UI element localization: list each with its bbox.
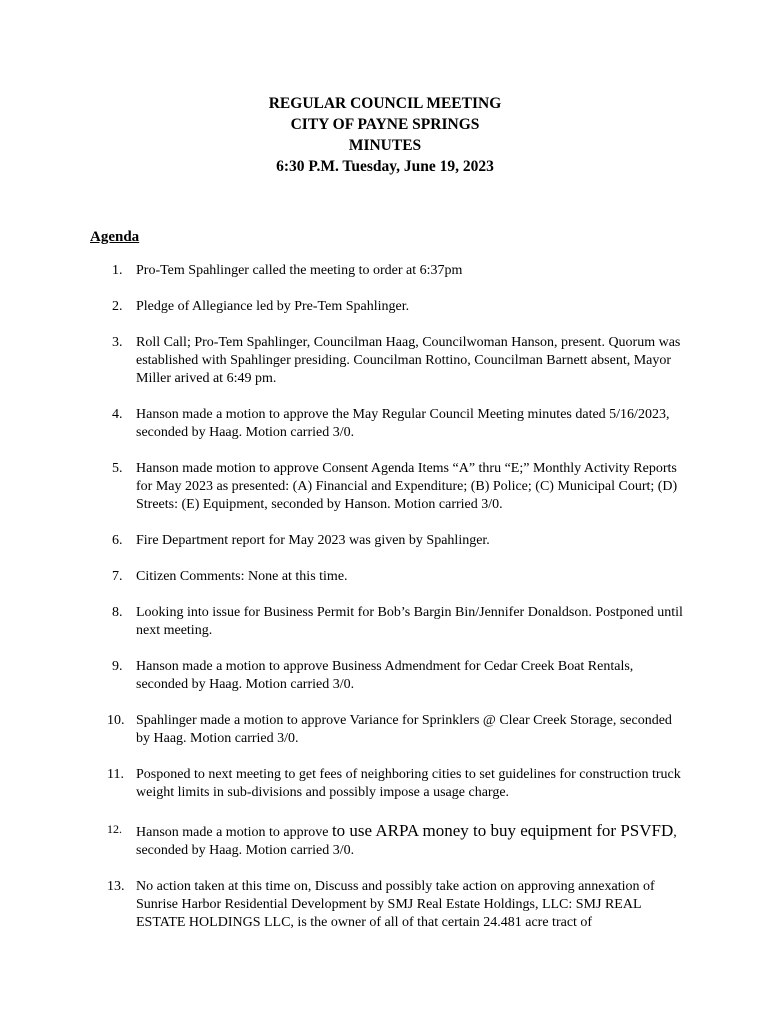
agenda-item-12 bbox=[0, 820, 770, 860]
item-number: 5. bbox=[112, 461, 123, 476]
agenda-item-3 bbox=[0, 334, 770, 388]
item-number: 4. bbox=[112, 407, 123, 422]
item-text: Posponed to next meeting to get fees of neighboring cities to set guidelines for construction truck weight limits in sub-divisions and possibly impose a usage charge. bbox=[136, 767, 681, 800]
document-title-block bbox=[0, 93, 770, 177]
agenda-item-11 bbox=[0, 766, 770, 802]
item-text-part-a: Hanson made a motion to approve bbox=[136, 825, 332, 840]
title-date-time: 6:30 P.M. Tuesday, June 19, 2023 bbox=[276, 158, 494, 175]
item-number: 13. bbox=[107, 879, 125, 894]
item-text: Fire Department report for May 2023 was given by Spahlinger. bbox=[136, 533, 490, 548]
item-number: 11. bbox=[107, 767, 124, 782]
agenda-item-10 bbox=[0, 712, 770, 748]
item-text: Spahlinger made a motion to approve Variance for Sprinklers @ Clear Creek Storage, seconded by Haag. Motion carried 3/0. bbox=[136, 713, 672, 746]
title-minutes: MINUTES bbox=[348, 137, 422, 154]
title-meeting-type: REGULAR COUNCIL MEETING bbox=[268, 95, 502, 112]
item-text: Hanson made a motion to approve the May Regular Council Meeting minutes dated 5/16/2023, seconded by Haag. Motion carried 3/0. bbox=[136, 407, 670, 440]
item-text: Hanson made motion to approve Consent Agenda Items “A” thru “E;” Monthly Activity Reports for May 2023 as presented: (A) Financial and Expenditure; (B) Police; (C) Municipal Court; (D) Streets: (E) Equipment, seconded by Hanson. Motion carried 3/0. bbox=[136, 461, 678, 512]
title-city-name: CITY OF PAYNE SPRINGS bbox=[290, 116, 480, 133]
item-text: Roll Call; Pro-Tem Spahlinger, Councilman Haag, Councilwoman Hanson, present. Quorum was established with Spahlinger presiding. Councilman Rottino, Councilman Barnett absent, Mayor Miller arived at 6:49 pm. bbox=[136, 335, 681, 386]
item-text: No action taken at this time on, Discuss and possibly take action on approving annexation of Sunrise Harbor Residential Development by SMJ Real Estate Holdings, LLC: SMJ REAL ESTATE HOLDINGS LLC, is the owner of all of that certain 24.481 acre tract of bbox=[136, 879, 655, 930]
agenda-item-13 bbox=[0, 878, 770, 932]
item-text: Pledge of Allegiance led by Pre-Tem Spahlinger. bbox=[136, 299, 410, 314]
agenda-item-8 bbox=[0, 604, 770, 640]
agenda-item-7 bbox=[0, 568, 770, 586]
agenda-item-5 bbox=[0, 460, 770, 514]
item-text: Looking into issue for Business Permit for Bob’s Bargin Bin/Jennifer Donaldson. Postponed until next meeting. bbox=[136, 605, 683, 638]
agenda-item-9 bbox=[0, 658, 770, 694]
item-number: 6. bbox=[112, 533, 123, 548]
item-number: 3. bbox=[112, 335, 123, 350]
item-number: 7. bbox=[112, 569, 123, 584]
item-number: 2. bbox=[112, 299, 123, 314]
agenda-heading: Agenda bbox=[90, 229, 140, 245]
item-number: 8. bbox=[112, 605, 123, 620]
agenda-list bbox=[0, 262, 770, 950]
item-text-part-c: , seconded by Haag. Motion carried 3/0. bbox=[136, 825, 677, 858]
item-number: 1. bbox=[112, 263, 123, 278]
item-text-part-b: to use ARPA money to buy equipment for PSVFD bbox=[331, 821, 674, 840]
item-text: Hanson made a motion to approve Business Admendment for Cedar Creek Boat Rentals, seconded by Haag. Motion carried 3/0. bbox=[136, 659, 634, 692]
item-number: 9. bbox=[112, 659, 123, 674]
agenda-item-2 bbox=[0, 298, 770, 316]
item-text: Citizen Comments: None at this time. bbox=[136, 569, 348, 584]
item-number: 12. bbox=[107, 822, 122, 836]
item-text: Pro-Tem Spahlinger called the meeting to order at 6:37pm bbox=[136, 263, 463, 278]
agenda-item-6 bbox=[0, 532, 770, 550]
item-number: 10. bbox=[107, 713, 125, 728]
agenda-item-1 bbox=[0, 262, 770, 280]
agenda-item-4 bbox=[0, 406, 770, 442]
